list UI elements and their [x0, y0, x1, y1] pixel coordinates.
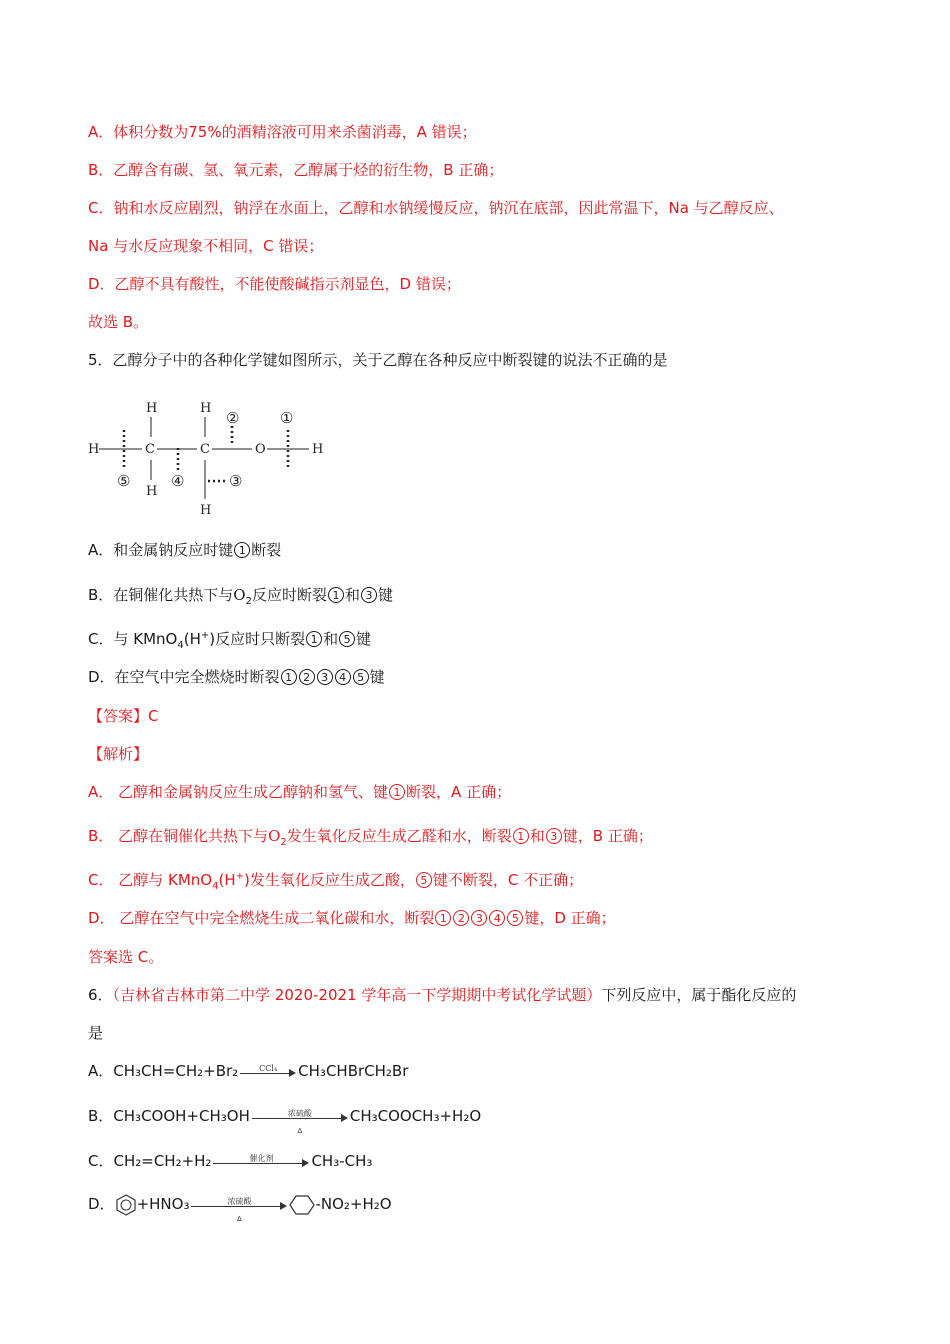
bond-label-2: ② — [226, 409, 240, 427]
atom-c2: C — [200, 442, 210, 457]
bond-label-3: ③ — [229, 472, 243, 490]
ethanol-bond-diagram — [86, 396, 336, 522]
q5-option-a: A．和金属钠反应时键 1 断裂 — [88, 541, 282, 559]
bond-label-5: ⑤ — [117, 472, 131, 490]
q6-stem-line2: 是 — [88, 1024, 104, 1042]
q6-option-c: C．CH₂=CH₂+H₂ 催化剂 CH₃-CH₃ — [88, 1152, 373, 1170]
atom-h-c2-bottom: H — [200, 503, 212, 518]
q5-option-d: D．在空气中完全燃烧时断裂 1 2 3 4 5 键 — [88, 668, 385, 686]
q4-analysis-c-line1: C．钠和水反应剧烈，钠浮在水面上，乙醇和水钠缓慢反应，钠沉在底部，因此常温下，Na 与乙醇反应、 — [88, 199, 784, 217]
q6-option-d: D． +HNO₃ 浓硫酸 Δ -NO₂+H₂O — [88, 1195, 392, 1223]
q5-analysis-b: B． 乙醇在铜催化共热下与$O_2$发生氧化反应生成乙醛和水，断裂 1 和 3 键，B 正确； — [88, 827, 653, 848]
q5-analysis-title: 【解析】 — [88, 745, 149, 763]
q4-analysis-a: A．体积分数为75%的酒精溶液可用来杀菌消毒，A 错误； — [88, 123, 477, 141]
atom-o: O — [255, 442, 266, 457]
reaction-arrow: CCl₄ — [240, 1063, 296, 1081]
reaction-arrow: 浓硫酸 Δ — [191, 1196, 287, 1214]
q4-analysis-b: B．乙醇含有碳、氢、氧元素，乙醇属于烃的衍生物，B 正确； — [88, 161, 504, 179]
q5-analysis-a: A． 乙醇和金属钠反应生成乙醇钠和氢气、键 1 断裂，A 正确； — [88, 783, 512, 801]
q5-analysis-d: D． 乙醇在空气中完全燃烧生成二氧化碳和水，断裂 1 2 3 4 5 键，D 正确； — [88, 909, 616, 927]
atom-h-c1-top: H — [146, 401, 158, 416]
atom-h-c1-bottom: H — [146, 484, 158, 499]
q5-conclusion: 答案选 C。 — [88, 948, 164, 966]
q4-analysis-d: D．乙醇不具有酸性，不能使酸碱指示剂显色，D 错误； — [88, 275, 461, 293]
atom-c1: C — [145, 442, 155, 457]
atom-h-right: H — [312, 442, 324, 457]
reaction-arrow: 浓硫酸 Δ — [252, 1108, 348, 1126]
q6-option-a: A．CH₃CH=CH₂+Br₂ CCl₄ CH₃CHBrCH₂Br — [88, 1062, 409, 1080]
q5-stem: 5．乙醇分子中的各种化学键如图所示，关于乙醇在各种反应中断裂键的说法不正确的是 — [88, 351, 668, 369]
q4-analysis-c-line2: Na 与水反应现象不相同，C 错误； — [88, 237, 324, 255]
atom-h-c2-top: H — [200, 401, 212, 416]
q6-source: （吉林省吉林市第二中学 2020-2021 学年高一下学期期中考试化学试题） — [112, 986, 602, 1004]
benzene-ring-icon — [289, 1194, 315, 1216]
q4-conclusion: 故选 B。 — [88, 313, 149, 331]
q5-option-b: B．在铜催化共热下与$O_2$反应时断裂 1 和 3 键 — [88, 586, 394, 607]
q5-analysis-c: C． 乙醇与 KMnO$_4$(H+)发生氧化反应生成乙酸， 5 键不断裂，C 不正确； — [88, 871, 584, 892]
benzene-ring-icon — [115, 1194, 137, 1216]
reaction-arrow: 催化剂 — [213, 1153, 309, 1171]
q5-answer: 【答案】C — [88, 707, 159, 725]
q5-option-c: C．与 KMnO$_4$(H+)反应时只断裂 1 和 5 键 — [88, 630, 372, 651]
atom-h-left: H — [88, 442, 100, 457]
bond-label-1: ① — [280, 409, 294, 427]
bond-label-4: ④ — [171, 472, 185, 490]
q6-option-b: B．CH₃COOH+CH₃OH 浓硫酸 Δ CH₃COOCH₃+H₂O — [88, 1107, 482, 1135]
q6-stem: 6．（吉林省吉林市第二中学 2020-2021 学年高一下学期期中考试化学试题）下列反应中，属于酯化反应的 — [88, 986, 797, 1004]
